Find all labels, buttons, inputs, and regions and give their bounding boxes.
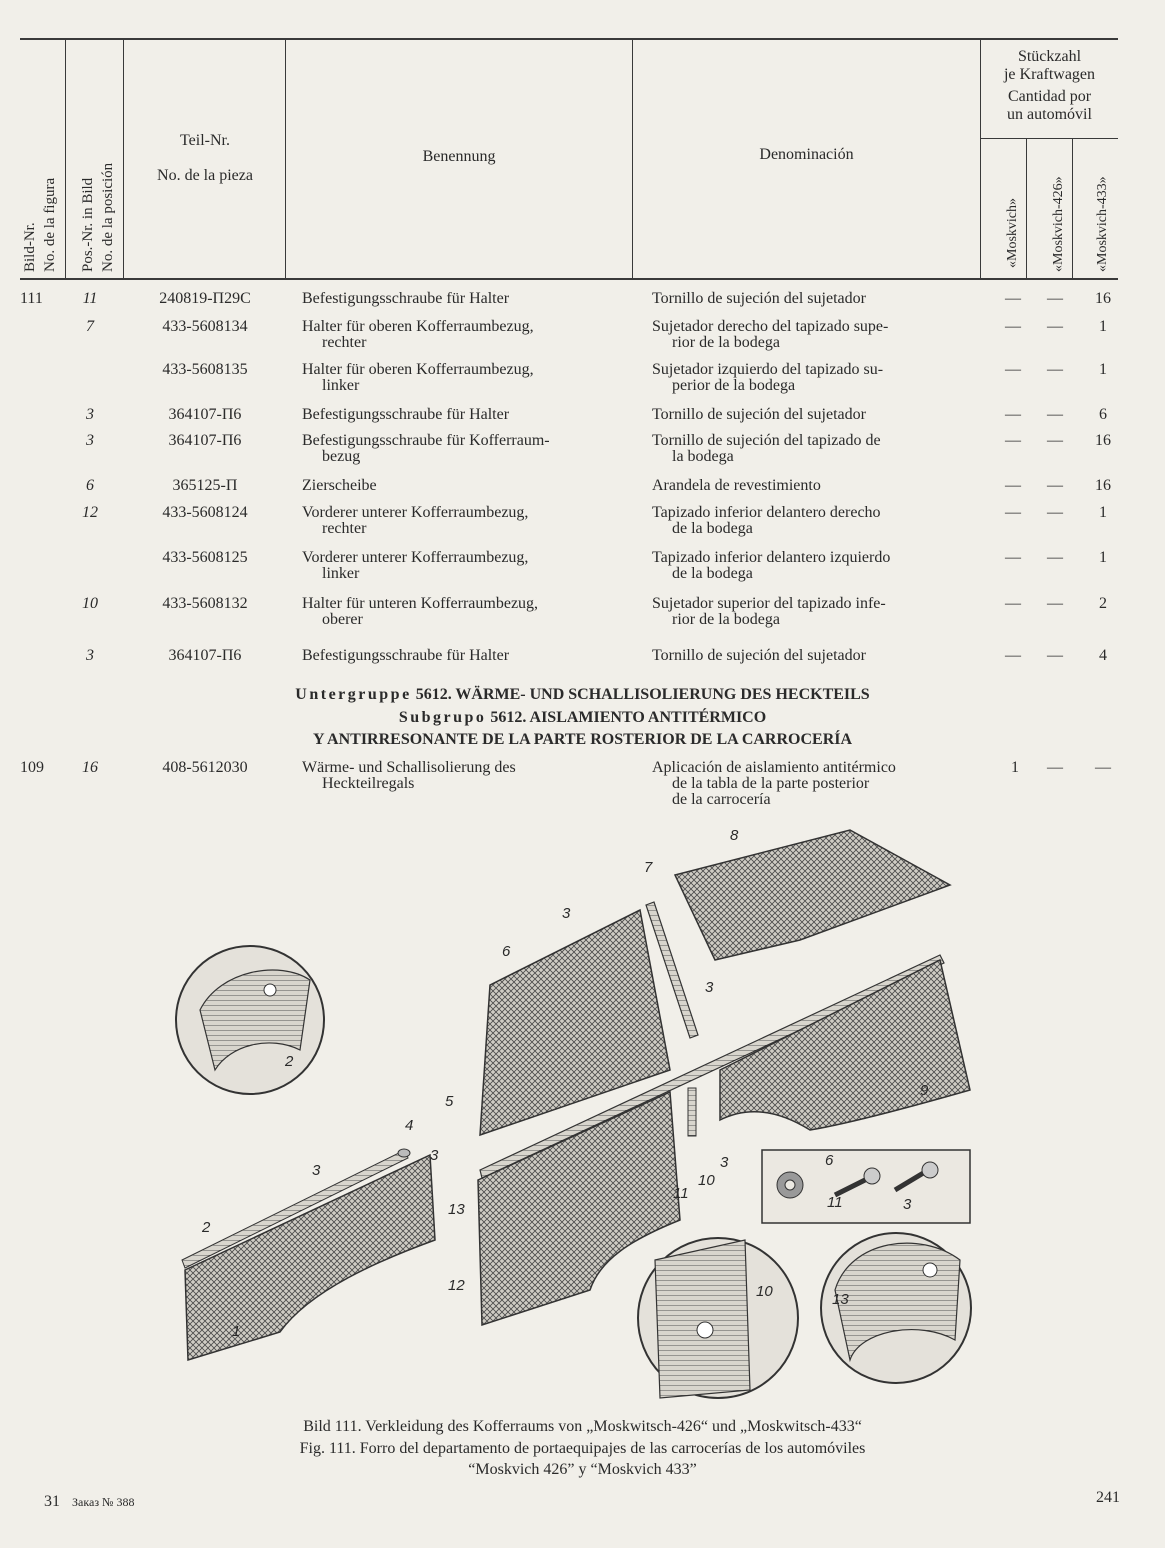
ben-line: Wärme- und Schallisolierung des bbox=[302, 759, 516, 776]
row-qty-moskvich: — bbox=[1005, 504, 1021, 521]
trunk-lining-illustration bbox=[160, 820, 990, 1410]
den-line: Tapizado inferior delantero izquierdo bbox=[652, 549, 891, 566]
col-divider bbox=[65, 40, 66, 278]
row-qty-433: 1 bbox=[1099, 504, 1107, 521]
holder-10 bbox=[688, 1088, 696, 1136]
row-qty-moskvich: — bbox=[1005, 595, 1021, 612]
den-line: Tornillo de sujeción del sujetador bbox=[652, 406, 866, 423]
row-denominacion bbox=[652, 648, 964, 664]
row-denominacion bbox=[652, 760, 964, 808]
header-benennung: Benennung bbox=[422, 148, 496, 165]
row-qty-433: 16 bbox=[1095, 477, 1111, 494]
row-part-number: 433-5608134 bbox=[162, 318, 248, 335]
qty-title-line: un automóvil bbox=[1007, 106, 1092, 123]
row-qty-moskvich: — bbox=[1005, 477, 1021, 494]
callout-12: 12 bbox=[448, 1277, 465, 1294]
callout-6: 6 bbox=[502, 943, 511, 960]
row-qty-426: — bbox=[1047, 477, 1063, 494]
row-denominacion bbox=[652, 291, 964, 307]
row-benennung bbox=[302, 291, 614, 307]
den-line: rior de la bodega bbox=[672, 611, 780, 628]
subgroup-prefix: Subgrupo bbox=[398, 709, 487, 726]
den-line: de la bodega bbox=[672, 565, 753, 582]
den-line: Tornillo de sujeción del tapizado de bbox=[652, 432, 881, 449]
callout-3: 3 bbox=[720, 1154, 729, 1171]
col-divider bbox=[1026, 138, 1027, 278]
row-qty-moskvich: — bbox=[1005, 406, 1021, 423]
row-part-number: 433-5608124 bbox=[162, 504, 248, 521]
den-line: de la bodega bbox=[672, 520, 753, 537]
row-position: 6 bbox=[86, 477, 94, 494]
ben-line: Befestigungsschraube für Halter bbox=[302, 290, 510, 307]
row-benennung bbox=[302, 478, 614, 494]
left-panel-1 bbox=[185, 1155, 435, 1360]
subgroup-heading-es-line2: Y ANTIRRESONANTE DE LA PARTE ROSTERIOR DE LA CARROCERÍA bbox=[312, 731, 853, 748]
row-benennung bbox=[302, 648, 614, 664]
ben-line: rechter bbox=[322, 520, 367, 537]
ben-line: Heckteilregals bbox=[322, 775, 415, 792]
row-qty-433: 1 bbox=[1099, 361, 1107, 378]
row-qty-moskvich: — bbox=[1005, 549, 1021, 566]
row-position: 3 bbox=[86, 432, 94, 449]
row-qty-moskvich: — bbox=[1005, 647, 1021, 664]
callout-5: 5 bbox=[445, 1093, 454, 1110]
row-qty-433: 1 bbox=[1099, 318, 1107, 335]
row-qty-moskvich: — bbox=[1005, 290, 1021, 307]
qty-title-line: Stückzahl bbox=[1017, 48, 1082, 65]
ben-line: Befestigungsschraube für Kofferraum- bbox=[302, 432, 550, 449]
subgroup-heading-de bbox=[0, 686, 1165, 703]
row-denominacion bbox=[652, 550, 964, 582]
header-part-es: No. de la pieza bbox=[157, 167, 253, 184]
row-part-number: 364107-П6 bbox=[168, 432, 242, 449]
order-number: Заказ № 388 bbox=[72, 1495, 135, 1509]
row-part-number: 364107-П6 bbox=[168, 406, 242, 423]
row-denominacion bbox=[652, 433, 964, 465]
callout-2: 2 bbox=[285, 1053, 294, 1070]
row-benennung bbox=[302, 319, 614, 351]
callout-4: 4 bbox=[405, 1117, 414, 1134]
den-line: de la tabla de la parte posterior bbox=[672, 775, 870, 792]
row-qty-moskvich: — bbox=[1005, 361, 1021, 378]
row-qty-426: — bbox=[1047, 504, 1063, 521]
ben-line: bezug bbox=[322, 448, 361, 465]
callout-3: 3 bbox=[705, 979, 714, 996]
callout-2: 2 bbox=[202, 1219, 211, 1236]
row-benennung bbox=[302, 505, 614, 537]
row-qty-433: 16 bbox=[1095, 432, 1111, 449]
header-figure-de: Bild-Nr. bbox=[22, 222, 38, 272]
header-qty-moskvich: «Moskvich» bbox=[1005, 198, 1020, 268]
col-divider bbox=[1072, 138, 1073, 278]
den-line: Tornillo de sujeción del sujetador bbox=[652, 290, 866, 307]
den-line: Arandela de revestimiento bbox=[652, 477, 821, 494]
qty-title-line: Cantidad por bbox=[1007, 88, 1092, 105]
row-position: 12 bbox=[82, 504, 98, 521]
row-denominacion bbox=[652, 407, 964, 423]
row-denominacion bbox=[652, 319, 964, 351]
qty-title-line: je Kraftwagen bbox=[1003, 66, 1096, 83]
subgroup-title: 5612. WÄRME- UND SCHALLISOLIERUNG DES HECKTEILS bbox=[415, 686, 870, 703]
callout-10: 10 bbox=[756, 1283, 773, 1300]
row-denominacion bbox=[652, 596, 964, 628]
row-part-number: 433-5608125 bbox=[162, 549, 248, 566]
row-position: 7 bbox=[86, 318, 94, 335]
header-position-de: Pos.-Nr. in Bild bbox=[80, 177, 96, 272]
callout-13: 13 bbox=[832, 1291, 849, 1308]
den-line: Tornillo de sujeción del sujetador bbox=[652, 647, 866, 664]
figure-caption-es: Fig. 111. Forro del departamento de portaequipajes de las carrocerías de los automóviles bbox=[299, 1440, 866, 1457]
ben-line: rechter bbox=[322, 334, 367, 351]
den-line: Tapizado inferior delantero derecho bbox=[652, 504, 881, 521]
row-part-number: 433-5608135 bbox=[162, 361, 248, 378]
header-qty-moskvich-433: «Moskvich-433» bbox=[1095, 176, 1110, 272]
callout-7: 7 bbox=[644, 859, 653, 876]
row-qty-433: 2 bbox=[1099, 595, 1107, 612]
row-qty-426: — bbox=[1047, 290, 1063, 307]
figure-caption-es-line2: “Moskvich 426” y “Moskvich 433” bbox=[468, 1461, 697, 1478]
row-position: 16 bbox=[82, 759, 98, 776]
den-line: Sujetador izquierdo del tapizado su- bbox=[652, 361, 884, 378]
callout-9: 9 bbox=[920, 1082, 929, 1099]
row-part-number: 433-5608132 bbox=[162, 595, 248, 612]
ben-line: Zierscheibe bbox=[302, 477, 377, 494]
header-top-rule bbox=[20, 38, 1118, 40]
row-position: 3 bbox=[86, 647, 94, 664]
subgroup-prefix: Untergruppe bbox=[295, 686, 412, 703]
den-line: perior de la bodega bbox=[672, 377, 796, 394]
row-qty-433: 4 bbox=[1099, 647, 1107, 664]
row-qty-426: — bbox=[1047, 318, 1063, 335]
row-figure: 109 bbox=[20, 759, 44, 776]
row-position: 3 bbox=[86, 406, 94, 423]
row-position: 10 bbox=[82, 595, 98, 612]
header-figure-es: No. de la figura bbox=[42, 177, 58, 272]
subgroup-title: 5612. AISLAMIENTO ANTITÉRMICO bbox=[490, 709, 767, 726]
row-qty-433: 1 bbox=[1099, 549, 1107, 566]
callout-8: 8 bbox=[730, 827, 739, 844]
callout-3: 3 bbox=[430, 1147, 439, 1164]
callout-11: 11 bbox=[673, 1185, 689, 1202]
header-bottom-rule bbox=[20, 278, 1118, 280]
row-qty-433: — bbox=[1095, 759, 1111, 776]
header-denominacion: Denominación bbox=[759, 146, 854, 163]
den-line: Sujetador derecho del tapizado supe- bbox=[652, 318, 889, 335]
callout-3: 3 bbox=[562, 905, 571, 922]
printer-mark bbox=[44, 1493, 135, 1511]
exploded-view-drawing bbox=[160, 820, 990, 1410]
ben-line: Halter für oberen Kofferraumbezug, bbox=[302, 361, 534, 378]
ben-line: Halter für unteren Kofferraumbezug, bbox=[302, 595, 539, 612]
header-qty-title bbox=[981, 48, 1118, 124]
row-benennung bbox=[302, 433, 614, 465]
callout-11: 11 bbox=[827, 1194, 843, 1211]
den-line: rior de la bodega bbox=[672, 334, 780, 351]
qty-divider bbox=[980, 138, 1118, 139]
ben-line: Halter für oberen Kofferraumbezug, bbox=[302, 318, 534, 335]
ben-line: oberer bbox=[322, 611, 363, 628]
row-qty-426: — bbox=[1047, 549, 1063, 566]
row-denominacion bbox=[652, 478, 964, 494]
row-benennung bbox=[302, 362, 614, 394]
row-qty-426: — bbox=[1047, 647, 1063, 664]
callout-10: 10 bbox=[698, 1172, 715, 1189]
row-qty-433: 16 bbox=[1095, 290, 1111, 307]
row-qty-moskvich: 1 bbox=[1011, 759, 1019, 776]
signature-number: 31 bbox=[44, 1493, 60, 1510]
row-qty-moskvich: — bbox=[1005, 318, 1021, 335]
den-line: la bodega bbox=[672, 448, 734, 465]
row-position: 11 bbox=[82, 290, 98, 307]
den-line: Sujetador superior del tapizado infe- bbox=[652, 595, 886, 612]
row-benennung bbox=[302, 760, 614, 792]
row-part-number: 240819-П29С bbox=[159, 290, 251, 307]
den-line: Aplicación de aislamiento antitérmico bbox=[652, 759, 896, 776]
row-benennung bbox=[302, 550, 614, 582]
row-part-number: 365125-П bbox=[172, 477, 238, 494]
ben-line: linker bbox=[322, 565, 360, 582]
ben-line: Befestigungsschraube für Halter bbox=[302, 647, 510, 664]
row-part-number: 364107-П6 bbox=[168, 647, 242, 664]
callout-3: 3 bbox=[903, 1196, 912, 1213]
row-qty-426: — bbox=[1047, 759, 1063, 776]
row-benennung bbox=[302, 596, 614, 628]
table-header bbox=[20, 38, 1118, 280]
row-qty-426: — bbox=[1047, 595, 1063, 612]
col-divider bbox=[123, 40, 124, 278]
ben-line: linker bbox=[322, 377, 360, 394]
ben-line: Vorderer unterer Kofferraumbezug, bbox=[302, 504, 529, 521]
row-qty-426: — bbox=[1047, 406, 1063, 423]
row-benennung bbox=[302, 407, 614, 423]
row-qty-moskvich: — bbox=[1005, 432, 1021, 449]
header-qty-moskvich-426: «Moskvich-426» bbox=[1051, 176, 1066, 272]
callout-3: 3 bbox=[312, 1162, 321, 1179]
header-part-de: Teil-Nr. bbox=[180, 132, 230, 149]
callout-6: 6 bbox=[825, 1152, 834, 1169]
figure-caption-de: Bild 111. Verkleidung des Kofferraums von „Moskwitsch-426“ und „Moskwitsch-433“ bbox=[303, 1418, 862, 1435]
ben-line: Vorderer unterer Kofferraumbezug, bbox=[302, 549, 529, 566]
callout-1: 1 bbox=[232, 1323, 241, 1340]
row-qty-426: — bbox=[1047, 361, 1063, 378]
row-denominacion bbox=[652, 362, 964, 394]
row-denominacion bbox=[652, 505, 964, 537]
screw-4 bbox=[398, 1149, 410, 1157]
row-figure: 111 bbox=[20, 290, 43, 307]
subgroup-heading-es bbox=[0, 709, 1165, 726]
row-part-number: 408-5612030 bbox=[162, 759, 248, 776]
header-position-es: No. de la posición bbox=[100, 162, 116, 272]
shelf-panel-8 bbox=[675, 830, 950, 960]
page-number: 241 bbox=[1096, 1489, 1120, 1506]
callout-13: 13 bbox=[448, 1201, 465, 1218]
row-qty-426: — bbox=[1047, 432, 1063, 449]
den-line: de la carrocería bbox=[672, 791, 771, 808]
ben-line: Befestigungsschraube für Halter bbox=[302, 406, 510, 423]
row-qty-433: 6 bbox=[1099, 406, 1107, 423]
